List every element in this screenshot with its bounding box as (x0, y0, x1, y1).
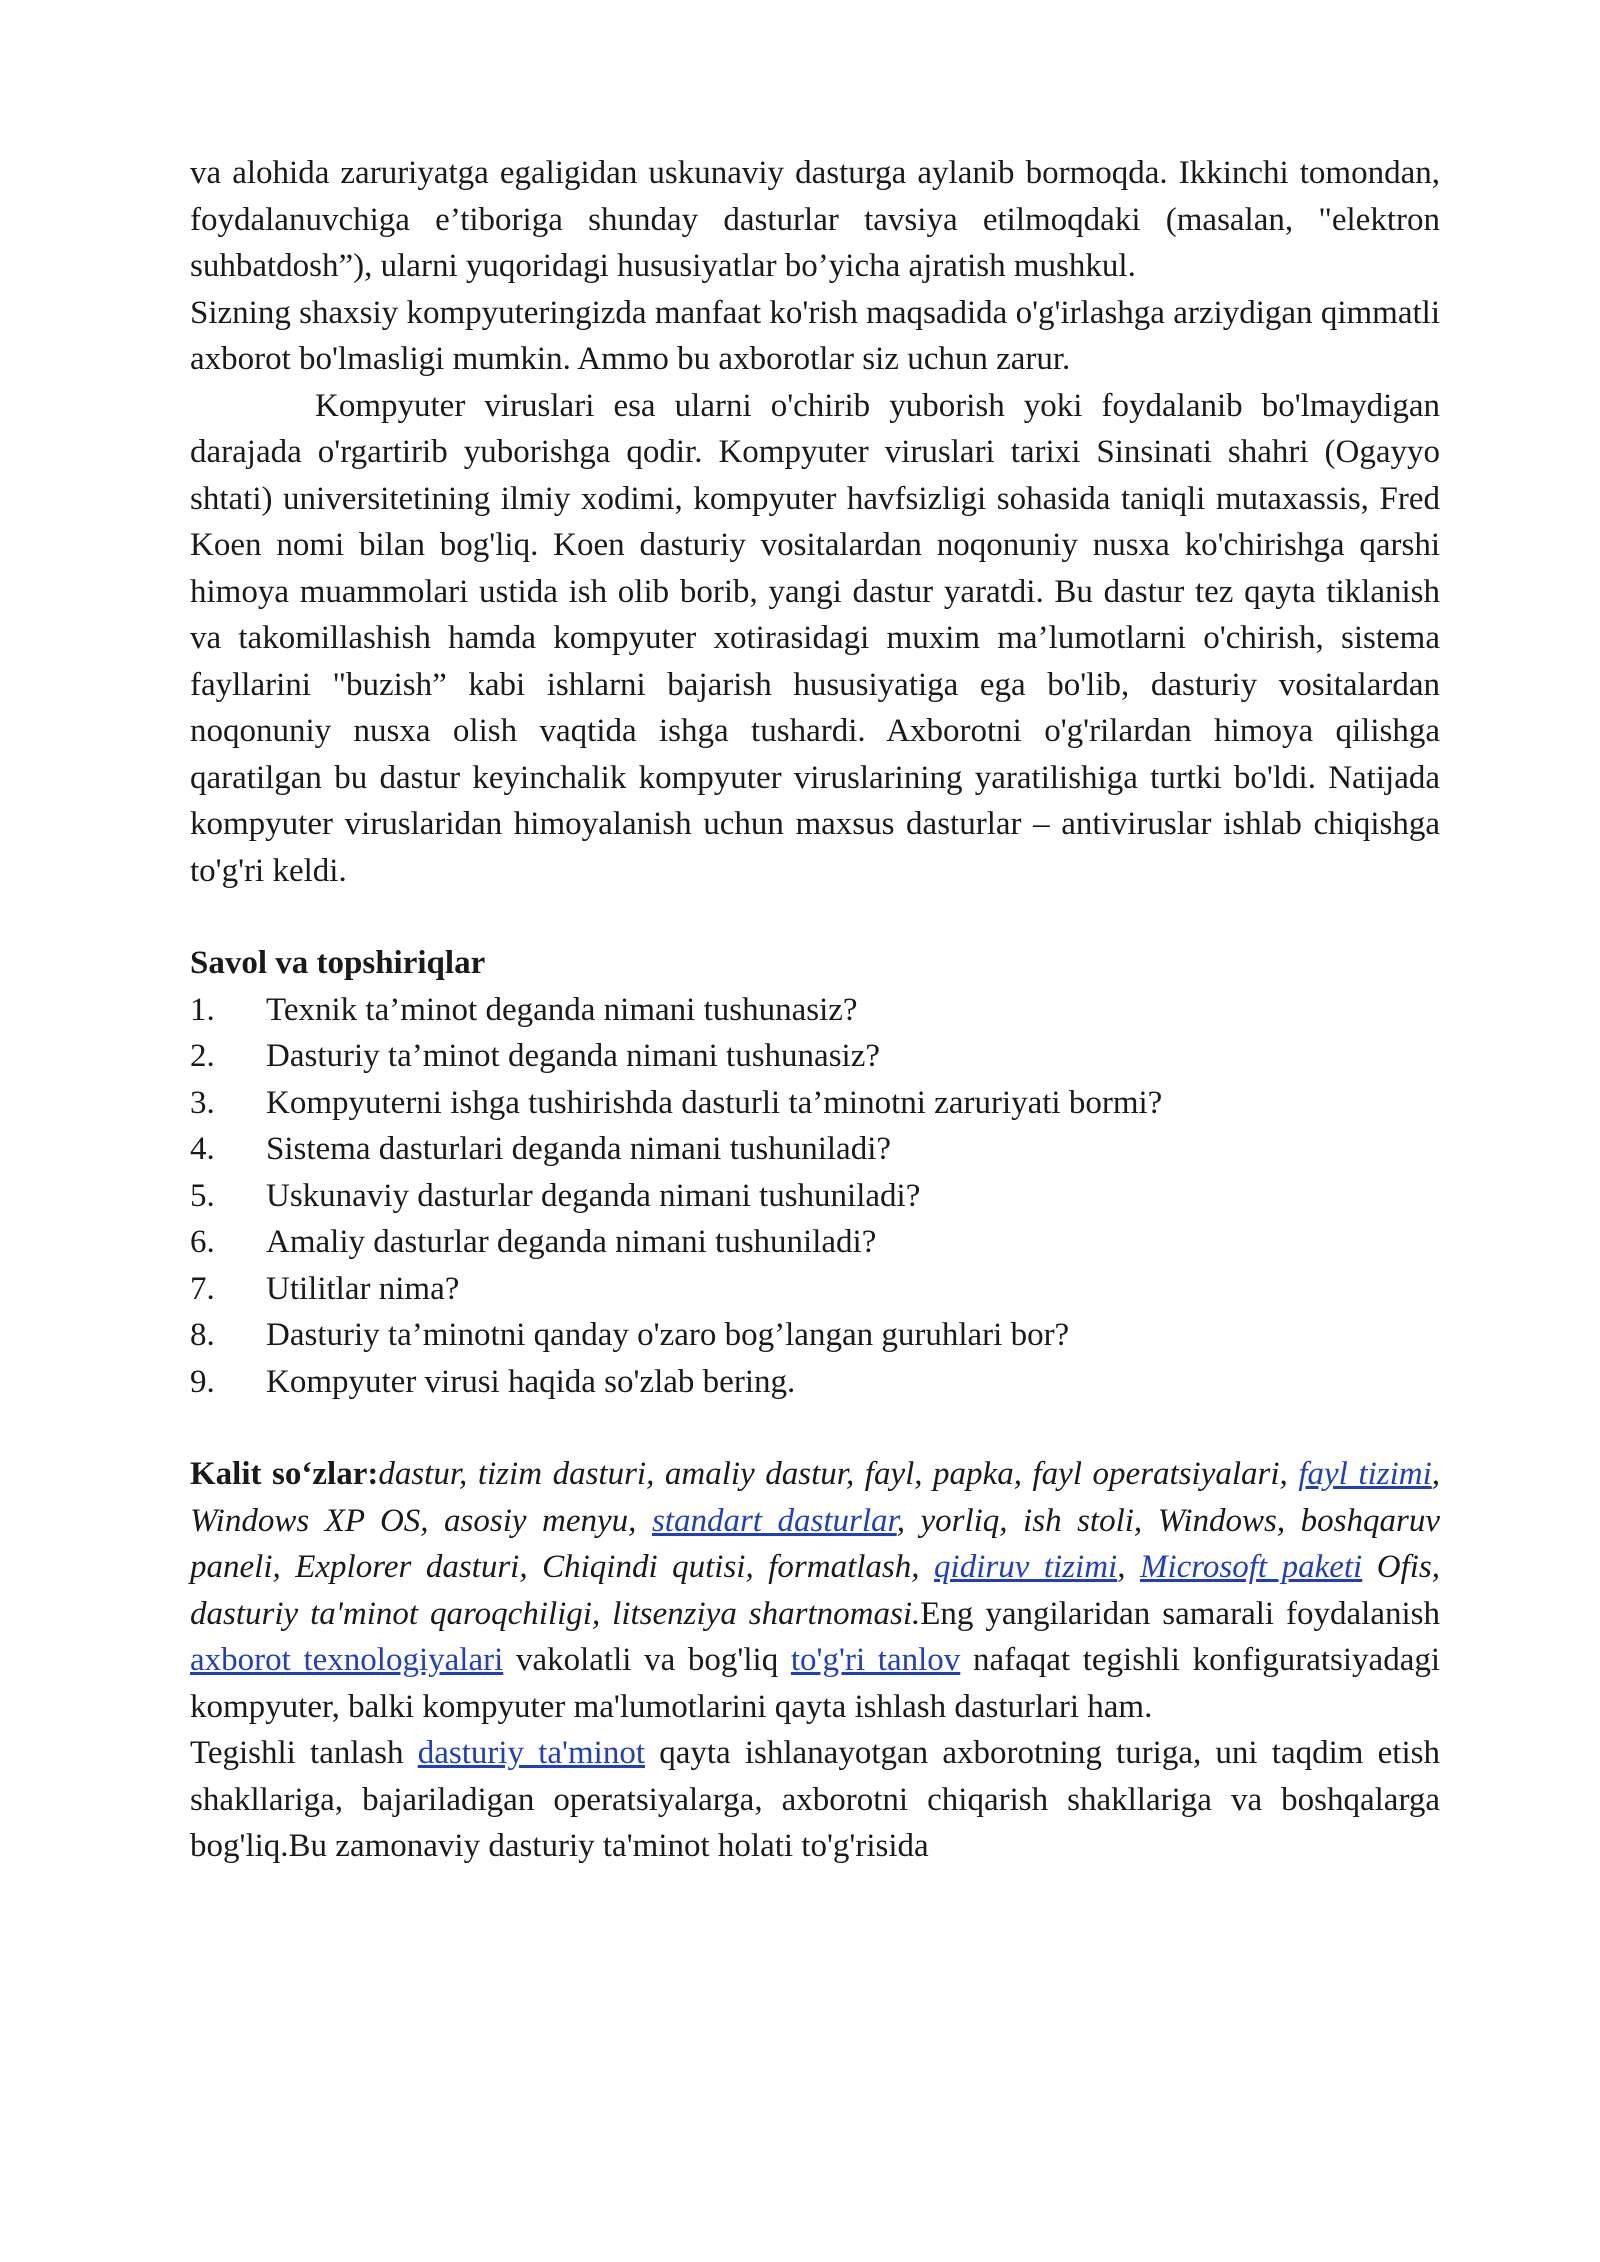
body-text: qayta ishlanayotgan axborotning turiga, uni taqdim etish shakllariga, bajariladigan operatsiyalarga, axborotni chiqarish shakllariga va boshqalarga bog'liq.Bu zamonaviy dasturiy ta'minot holati to'g'risida (190, 1735, 1440, 1864)
body-text: Tegishli tanlash (190, 1735, 418, 1771)
keywords-label: Kalit so‘zlar: (190, 1456, 379, 1492)
list-item-text: Sistema dasturlari deganda nimani tushuniladi? (266, 1131, 892, 1167)
list-item (190, 1126, 1440, 1173)
list-item-text: Uskunaviy dasturlar deganda nimani tushuniladi? (266, 1177, 921, 1214)
link-axborot-texnologiyalari[interactable]: axborot texnologiyalari (190, 1642, 504, 1678)
list-item (190, 1080, 1440, 1127)
list-item-text: Dasturiy ta’minotni qanday o'zaro bog’langan guruhlari bor? (266, 1317, 1070, 1353)
list-item-number: 7. (190, 1270, 215, 1307)
list-item (190, 987, 1440, 1034)
keywords-text: Ofis, dasturiy ta'minot qaroqchiligi, litsenziya shartnomasi. (190, 1549, 1441, 1632)
link-fayl-tizimi[interactable]: fayl tizimi (1298, 1456, 1432, 1492)
list-item-number: 5. (190, 1177, 215, 1214)
keywords-text: , yorliq, ish stoli, Windows, boshqaruv paneli, Explorer dasturi, Chiqindi qutisi, formatlash, (190, 1502, 1440, 1585)
list-item-text: Dasturiy ta’minot deganda nimani tushunasiz? (266, 1038, 881, 1074)
link-togri-tanlov[interactable]: to'g'ri tanlov (790, 1642, 961, 1678)
list-item (190, 1266, 1440, 1313)
body-text: vakolatli va bog'liq (503, 1642, 791, 1678)
list-item-text: Kompyuterni ishga tushirishda dasturli ta’minotni zaruriyati bormi? (266, 1084, 1163, 1121)
body-text: nafaqat tegishli konfiguratsiyadagi kompyuter, balki kompyuter ma'lumotlarini qayta ishlash dasturlari ham. (190, 1642, 1441, 1725)
paragraph-2: Sizning shaxsiy kompyuteringizda manfaat ko'rish maqsadida o'g'irlashga arziydigan qimmatli axborot bo'lmasligi mumkin. Ammo bu axborotlar siz uchun zarur. (190, 294, 1440, 377)
link-microsoft-paketi[interactable]: Microsoft paketi (1139, 1549, 1363, 1585)
spacer (190, 1405, 1440, 1451)
list-item (190, 1173, 1440, 1220)
list-item-number: 2. (190, 1038, 215, 1074)
list-item (190, 1033, 1440, 1080)
list-item-number: 4. (190, 1131, 215, 1167)
link-qidiruv-tizimi[interactable]: qidiruv tizimi (934, 1549, 1118, 1585)
body-text: Eng yangilaridan samarali foydalanish (920, 1595, 1440, 1632)
list-item-number: 3. (190, 1084, 215, 1121)
paragraph-1: va alohida zaruriyatga egaligidan uskunaviy dasturga aylanib bormoqda. Ikkinchi tomondan, foydalanuvchiga e’tiboriga shunday dasturlar tavsiya etilmoqdaki (masalan, "elektron suhbatdosh”), ularni yuqoridagi hususiyatlar bo’yicha ajratish mushkul. (190, 155, 1440, 284)
link-standart-dasturlar[interactable]: standart dasturlar (651, 1502, 897, 1539)
questions-heading: Savol va topshiriqlar (190, 945, 486, 981)
keywords-text: , (1117, 1549, 1140, 1585)
list-item (190, 1312, 1440, 1359)
paragraph-5 (190, 1730, 1440, 1870)
keywords-text: dastur, tizim dasturi, amaliy dastur, fayl, papka, fayl operatsiyalari, (378, 1456, 1299, 1492)
list-item-text: Amaliy dasturlar deganda nimani tushuniladi? (266, 1224, 877, 1260)
questions-list (190, 987, 1440, 1406)
list-item (190, 1219, 1440, 1266)
document-body (190, 150, 1440, 1870)
link-dasturiy-taminot[interactable]: dasturiy ta'minot (417, 1735, 645, 1771)
list-item-text: Kompyuter virusi haqida so'zlab bering. (266, 1363, 796, 1400)
list-item-number: 8. (190, 1317, 215, 1353)
paragraph-3: Kompyuter viruslari esa ularni o'chirib yuborish yoki foydalanib bo'lmaydigan darajada o'rgartirib yuborishga qodir. Kompyuter viruslari tarixi Sinsinati shahri (Ogayyo shtati) universitetining ilmiy xodimi, kompyuter havfsizligi sohasida taniqli mutaxassis, Fred Koen nomi bilan bog'liq. Koen dasturiy vositalardan noqonuniy nusxa ko'chirishga qarshi himoya muammolari ustida ish olib borib, yangi dastur yaratdi. Bu dastur tez qayta tiklanish va takomillashish hamda kompyuter xotirasidagi muxim ma’lumotlarni o'chirish, sistema fayllarini "buzish” kabi ishlarni bajarish hususiyatiga ega bo'lib, dasturiy vositalardan noqonuniy nusxa olish vaqtida ishga tushardi. Axborotni o'g'rilardan himoya qilishga qaratilgan bu dastur keyinchalik kompyuter viruslarining yaratilishiga turtki bo'ldi. Natijada kompyuter viruslaridan himoyalanish uchun maxsus dasturlar – antiviruslar ishlab chiqishga to'g'ri keldi. (190, 387, 1440, 889)
spacer (190, 894, 1440, 940)
list-item-number: 1. (190, 991, 215, 1028)
list-item-text: Utilitlar nima? (266, 1270, 460, 1307)
list-item (190, 1359, 1440, 1406)
list-item-number: 6. (190, 1224, 215, 1260)
keywords-paragraph (190, 1451, 1440, 1730)
list-item-number: 9. (190, 1363, 215, 1400)
keywords-text: , Windows XP OS, asosiy menyu, (190, 1456, 1440, 1539)
list-item-text: Texnik ta’minot deganda nimani tushunasiz? (266, 991, 858, 1028)
